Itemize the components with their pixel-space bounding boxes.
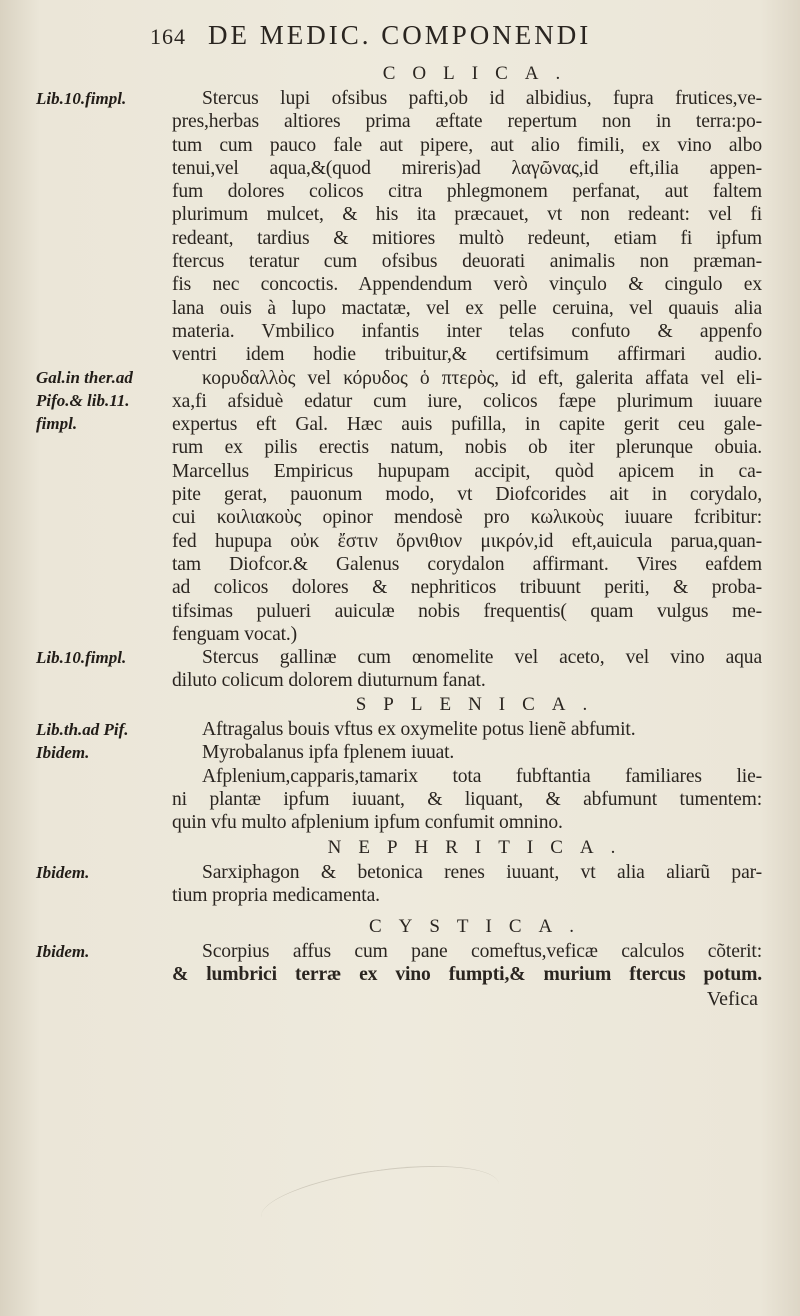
section-body-colica bbox=[172, 87, 762, 693]
page-number: 164 bbox=[150, 24, 186, 49]
text-line: tenui,vel aqua,&(quod mireris)ad λαγῶνας,id eft,ilia appen- bbox=[172, 157, 762, 179]
text-line: pres,herbas altiores prima æftate repertum non in terra:po- bbox=[172, 111, 762, 133]
text-line: Sarxiphagon & betonica renes iuuant, vt alia aliarũ par- bbox=[202, 862, 762, 883]
text-line: Afplenium,capparis,tamarix tota fubftantia familiares lie- bbox=[202, 765, 762, 787]
text-line: quin vfu multo afplenium ipfum confumit omnino. bbox=[172, 812, 563, 834]
paper-stain bbox=[257, 1154, 503, 1248]
text-line: tifsimas pulueri auiculæ nobis frequentis( quam vulgus me- bbox=[172, 600, 762, 622]
running-title: DE MEDIC. COMPONENDI bbox=[208, 20, 592, 50]
margin-note: Ibidem. bbox=[36, 743, 90, 762]
section-title-cystica: CYSTICA. bbox=[368, 916, 592, 937]
section-title-colica: COLICA. bbox=[382, 63, 578, 84]
margin-note: Pifo.& lib.11. bbox=[36, 391, 130, 410]
section-body-splenica bbox=[172, 718, 762, 834]
text-line: materia. Vmbilico infantis inter telas confuto & appenfo bbox=[172, 320, 762, 342]
margin-note: Lib.th.ad Pif. bbox=[36, 720, 129, 739]
text-line: lana ouis à lupo mactatæ, vel ex pelle ceruina, vel quauis alia bbox=[172, 297, 762, 319]
text-line: fed hupupa οὐκ ἔστιν ὄρνιθιον μικρόν,id eft,auicula parua,quan- bbox=[172, 530, 762, 552]
text-line: cui κοιλιακοὺς opinor mendosè pro κωλικοὺς iuuare fcribitur: bbox=[172, 507, 762, 529]
text-line: Aftragalus bouis vftus ex oxymelite potus lienẽ abfumit. bbox=[202, 719, 636, 740]
margin-note: Ibidem. bbox=[36, 863, 90, 882]
text-line: rum ex pilis erectis natum, nobis ob iter plerunque obuia. bbox=[172, 437, 762, 459]
section-body-cystica bbox=[172, 940, 762, 987]
margin-note: Ibidem. bbox=[36, 942, 90, 961]
margin-note: Lib.10.fimpl. bbox=[36, 648, 127, 667]
text-line: Scorpius affus cum pane comeftus,veficæ calculos cõterit: bbox=[202, 941, 762, 962]
text-line: fum dolores colicos citra phlegmonem perfanat, aut faltem bbox=[172, 181, 762, 203]
text-line: Stercus lupi ofsibus pafti,ob id albidius, fupra frutices,ve- bbox=[202, 88, 762, 109]
text-line: ventri idem hodie tribuitur,& certifsimum affirmari audio. bbox=[172, 344, 762, 366]
text-line: expertus eft Gal. Hæc auis pufilla, in capite gerit ceu gale- bbox=[172, 414, 762, 436]
text-line: ftercus teratur cum ofsibus deuorati animalis non præman- bbox=[172, 251, 762, 273]
text-line: fis nec concoctis. Appendendum verò vinçulo & cingulo ex bbox=[172, 274, 762, 296]
margin-note: Gal.in ther.ad bbox=[36, 368, 133, 387]
catchword: Vefica bbox=[706, 988, 758, 1010]
text-line: pite gerat, pauonum modo, vt Diofcorides ait in corydalo, bbox=[172, 484, 762, 506]
text-line: redeant, tardius & mitiores multò redeunt, etiam fi ipfum bbox=[172, 227, 762, 249]
section-body-nephritica bbox=[172, 861, 762, 908]
text-line: ni plantæ ipfum iuuant, & liquant, & abfumunt tumentem: bbox=[172, 788, 762, 810]
text-line: Marcellus Empiricus hupupam accipit, quòd apicem in ca- bbox=[172, 460, 762, 482]
text-line: tam Diofcor.& Galenus corydalon affirmant. Vires eafdem bbox=[172, 553, 762, 575]
text-line: diluto colicum dolorem diuturnum fanat. bbox=[172, 670, 486, 692]
margin-note: Lib.10.fimpl. bbox=[36, 89, 127, 108]
text-line: tium propria medicamenta. bbox=[172, 885, 380, 907]
text-line: xa,fi afsiduè edatur cum iure, colicos fæpe plurimum iuuare bbox=[172, 390, 762, 412]
text-line: Stercus gallinæ cum œnomelite vel aceto, vel vino aqua bbox=[202, 647, 762, 669]
text-line: ad colicos dolores & nephriticos tribuunt periti, & proba- bbox=[172, 577, 762, 599]
text-line: tum cum pauco fale aut pipere, aut alio fimili, ex vino albo bbox=[172, 134, 762, 156]
text-line: plurimum mulcet, & his ita præcauet, vt non redeant: vel fi bbox=[172, 204, 762, 226]
section-title-splenica: SPLENICA. bbox=[355, 694, 605, 715]
text-line: Myrobalanus ipfa fplenem iuuat. bbox=[202, 742, 455, 764]
text-line: fenguam vocat.) bbox=[172, 623, 298, 645]
text-line: & lumbrici terræ ex vino fumpti,& murium ftercus potum. bbox=[172, 964, 762, 986]
section-title-nephritica: NEPHRITICA. bbox=[327, 837, 633, 858]
margin-note: fimpl. bbox=[36, 414, 78, 433]
running-header bbox=[150, 18, 760, 54]
text-line: κορυδαλλὸς vel κόρυδος ὁ πτερὸς, id eft, galerita affata vel eli- bbox=[202, 367, 762, 389]
